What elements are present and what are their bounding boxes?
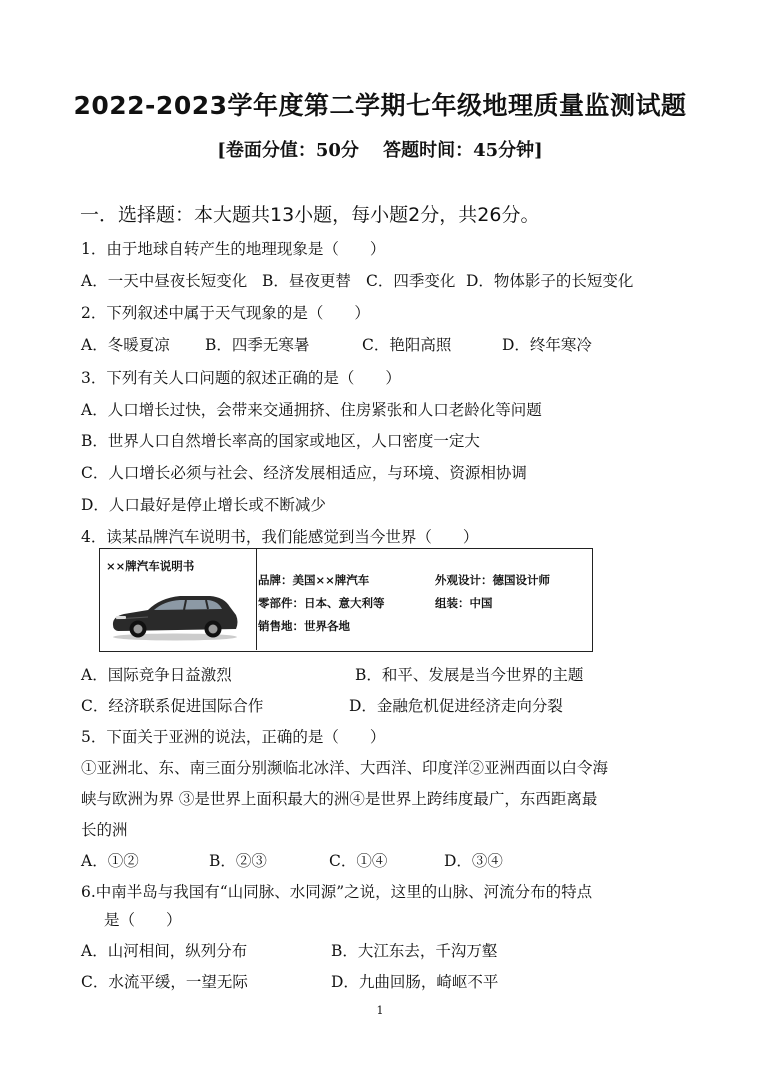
question-5-body-line: 长的洲 xyxy=(81,821,128,839)
spec-brand: 品牌：美国××牌汽车 xyxy=(258,573,370,587)
question-6-option-a: A．山河相间，纵列分布 xyxy=(81,942,248,960)
car-manual-left-cell xyxy=(100,549,257,650)
question-6-option-c: C．水流平缓，一望无际 xyxy=(81,973,248,991)
question-3-option-a: A．人口增长过快，会带来交通拥挤、住房紧张和人口老龄化等问题 xyxy=(81,401,542,419)
question-5-body-line: ①亚洲北、东、南三面分别濒临北冰洋、大西洋、印度洋②亚洲西面以白令海 xyxy=(81,759,609,777)
question-6-option-b: B．大江东去，千沟万壑 xyxy=(331,942,498,960)
page-number: 1 xyxy=(376,1004,384,1017)
question-4-option-c: C．经济联系促进国际合作 xyxy=(81,697,264,715)
question-6-stem-continued: 是（ ） xyxy=(104,911,182,929)
question-4-stem: 4．读某品牌汽车说明书，我们能感觉到当今世界（ ） xyxy=(81,528,479,546)
question-5-body-line: 峡与欧洲为界 ③是世界上面积最大的洲④是世界上跨纬度最广，东西距离最 xyxy=(81,790,598,808)
question-4-option-a: A．国际竞争日益激烈 xyxy=(81,666,232,684)
question-1-stem: 1．由于地球自转产生的地理现象是（ ） xyxy=(81,240,386,258)
spec-assembly: 组装：中国 xyxy=(435,596,493,610)
question-2-option-c: C．艳阳高照 xyxy=(362,336,452,354)
question-1-option-c: C．四季变化 xyxy=(366,272,456,290)
spec-parts: 零部件：日本、意大利等 xyxy=(258,596,385,610)
question-6-option-d: D．九曲回肠，崎岖不平 xyxy=(331,973,499,991)
question-3-stem: 3．下列有关人口问题的叙述正确的是（ ） xyxy=(81,369,401,387)
exam-info: [卷面分值：50分 答题时间：45分钟] xyxy=(217,140,543,161)
question-5-option-b: B．②③ xyxy=(209,852,267,870)
question-3-option-b: B．世界人口自然增长率高的国家或地区，人口密度一定大 xyxy=(81,432,480,450)
spec-design: 外观设计：德国设计师 xyxy=(435,573,550,587)
question-5-option-a: A．①② xyxy=(81,852,139,870)
question-1-option-d: D．物体影子的长短变化 xyxy=(466,272,634,290)
question-1-option-a: A．一天中昼夜长短变化 xyxy=(81,272,248,290)
question-4-option-d: D．金融危机促进经济走向分裂 xyxy=(349,697,563,715)
question-3-option-d: D．人口最好是停止增长或不断减少 xyxy=(81,496,326,514)
question-2-option-a: A．冬暖夏凉 xyxy=(81,336,170,354)
question-5-option-c: C．①④ xyxy=(329,852,388,870)
car-manual-table xyxy=(99,548,593,652)
page-title: 2022-2023学年度第二学期七年级地理质量监测试题 xyxy=(73,91,687,120)
section-heading: 一．选择题：本大题共13小题，每小题2分，共26分。 xyxy=(80,204,540,226)
question-2-option-b: B．四季无寒暑 xyxy=(205,336,310,354)
question-6-stem: 6.中南半岛与我国有“山同脉、水同源”之说，这里的山脉、河流分布的特点 xyxy=(81,883,593,901)
question-3-option-c: C．人口增长必须与社会、经济发展相适应，与环境、资源相协调 xyxy=(81,464,527,482)
car-image xyxy=(108,589,242,641)
car-manual-label: ××牌汽车说明书 xyxy=(106,559,195,573)
question-4-option-b: B．和平、发展是当今世界的主题 xyxy=(355,666,584,684)
question-2-stem: 2．下列叙述中属于天气现象的是（ ） xyxy=(81,304,370,322)
question-5-option-d: D．③④ xyxy=(444,852,503,870)
spec-market: 销售地：世界各地 xyxy=(258,619,350,633)
question-1-option-b: B．昼夜更替 xyxy=(262,272,351,290)
question-5-stem: 5．下面关于亚洲的说法，正确的是（ ） xyxy=(81,728,386,746)
question-2-option-d: D．终年寒冷 xyxy=(502,336,592,354)
